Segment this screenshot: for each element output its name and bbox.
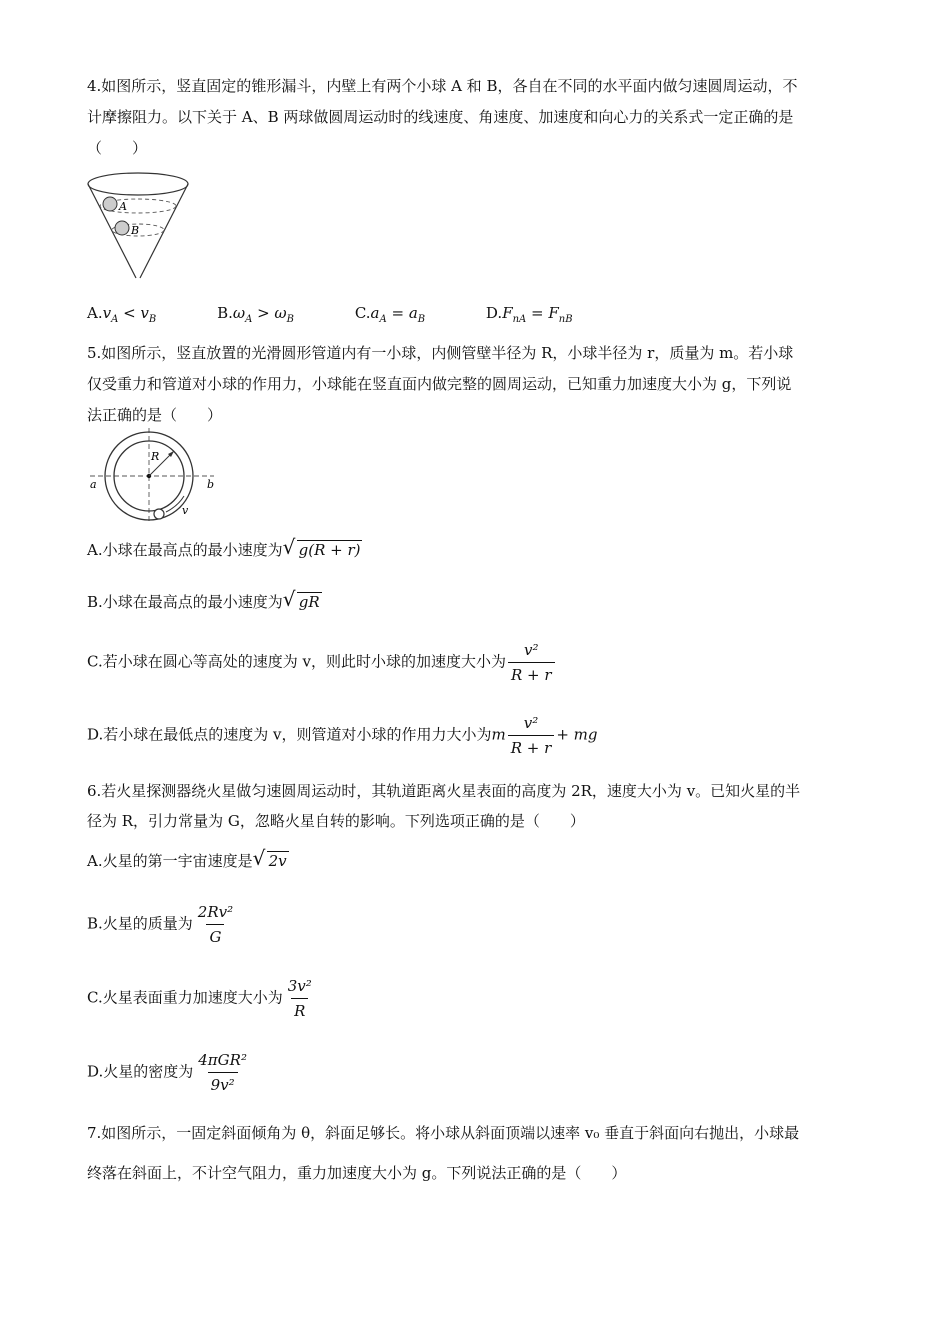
ball-b (115, 221, 129, 235)
small-ball (154, 509, 164, 519)
q5-line2: 仅受重力和管道对小球的作用力，小球能在竖直面内做完整的圆周运动，已知重力加速度大小为 g，下列说 (87, 375, 792, 393)
q6-option-a[interactable]: A.火星的第一宇宙速度是 √ 2v (87, 846, 287, 870)
q4-option-a[interactable]: $A.v_A < v_B$ (87, 304, 157, 325)
q4-funnel-figure (86, 170, 196, 282)
q5-option-c[interactable]: C.若小球在圆心等高处的速度为 v，则此时小球的加速度大小为 $\frac{\text{v²}}{R + r}$ (87, 640, 557, 685)
q6-option-b[interactable]: B.火星的质量为 $\frac{\text{2Rv²}}{G}$ (87, 903, 234, 946)
q6-line1: 6.若火星探测器绕火星做匀速圆周运动时，其轨道距离火星表面的高度为 2R，速度大小为 v。已知火星的半 (87, 782, 801, 800)
q4-paren: （ ） (87, 139, 148, 157)
q4-option-d[interactable]: $D.F_{nA} = F_{nB}$ (485, 304, 573, 325)
q4-option-b[interactable]: $B.\omega_A > \omega_B$ (217, 304, 295, 325)
q7-line1: 7.如图所示，一固定斜面倾角为 θ，斜面足够长。将小球从斜面顶端以速率 v₀ 垂直于斜面向右抛出，小球最 (87, 1124, 800, 1142)
q5-ring-figure (86, 426, 218, 524)
ball-a (103, 197, 117, 211)
label-v: v (182, 504, 189, 517)
q4-option-c[interactable]: $C.a_A = a_B$ (354, 304, 426, 325)
label-b: B (131, 224, 140, 237)
label-a: a (90, 478, 97, 491)
q4-options (87, 300, 573, 333)
label-b: b (207, 478, 215, 491)
q5-option-a[interactable]: A.小球在最高点的最小速度为 √ g(R + r) (87, 535, 361, 559)
q4-line2: 计摩擦阻力。以下关于 A、B 两球做圆周运动时的线速度、角速度、加速度和向心力的关系式一定正确的是 (87, 108, 794, 126)
funnel-rim (88, 173, 188, 195)
q4-line1: 4.如图所示，竖直固定的锥形漏斗，内壁上有两个小球 A 和 B，各自在不同的水平面内做匀速圆周运动，不 (87, 77, 798, 95)
q5-option-d[interactable]: D.若小球在最低点的速度为 v，则管道对小球的作用力大小为m $\frac{\text{v²}}{R + r}$ + mg (87, 714, 598, 757)
q6-option-c[interactable]: C.火星表面重力加速度大小为 $\frac{\text{3v²}}{R}$ (87, 977, 312, 1020)
q6-line2: 径为 R，引力常量为 G，忽略火星自转的影响。下列选项正确的是（ ） (87, 812, 585, 830)
q5-line1: 5.如图所示，竖直放置的光滑圆形管道内有一小球，内侧管壁半径为 R，小球半径为 r，质量为 m。若小球 (87, 344, 794, 362)
q5-option-b[interactable]: B.小球在最高点的最小速度为 √ gR (87, 587, 320, 611)
label-a: A (119, 200, 127, 213)
q5-line3: 法正确的是（ ） (87, 406, 223, 424)
q7-line2: 终落在斜面上，不计空气阻力，重力加速度大小为 g。下列说法正确的是（ ） (87, 1164, 627, 1182)
label-R: R (151, 450, 160, 463)
q6-option-d[interactable]: D.火星的密度为 $\frac{\text{4πGR²}}{\text{9v²}}$ (87, 1051, 247, 1094)
